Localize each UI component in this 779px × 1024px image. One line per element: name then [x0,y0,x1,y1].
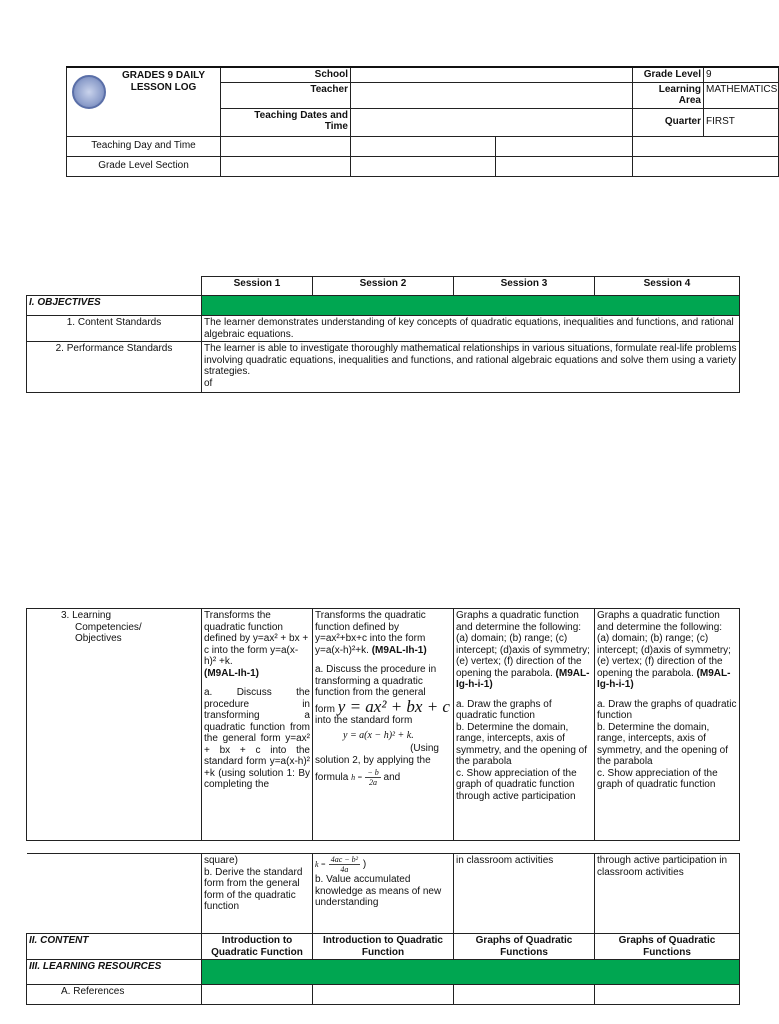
s2-k-num: 4ac − b² [330,855,359,864]
references-s1[interactable] [202,985,313,1005]
content-heading: II. CONTENT [27,934,202,960]
day-time-s1[interactable] [221,136,351,156]
continuation-table [26,853,740,1005]
competencies-s3 [454,609,595,841]
continuation-s3: in classroom activities [454,854,595,934]
teacher-value[interactable] [351,82,633,108]
s2-h-num: − b [367,768,379,777]
references-s4[interactable] [595,985,740,1005]
s2-into-standard: into the standard form [315,715,413,726]
teaching-day-time-label: Teaching Day and Time [67,136,221,156]
s3-item-c: c. Show appreciation of the graph of quadratic function through active participation [456,767,577,802]
s1-intro: Transforms the quadratic function defined by y=ax² + bx + c into the form y=a(x-h)² +k. [204,610,309,667]
s2-h-var: h = [351,773,363,783]
s3-item-b: b. Determine the domain, range, intercepts, axis of symmetry, and the opening of the parabola [456,721,587,767]
section-s3[interactable] [496,156,633,176]
objectives-green-band [202,296,740,316]
competencies-label-line3: Objectives [75,633,122,644]
section-s4[interactable] [633,156,779,176]
s2-formula-word: formula [315,772,349,784]
continuation-label [27,854,202,934]
content-s2: Introduction to Quadratic Function [313,934,454,960]
learning-resources-heading: III. LEARNING RESOURCES [27,960,202,985]
performance-standards-label: 2. Performance Standards [27,342,202,393]
performance-standards-tail: of [204,377,213,389]
s2-using: (Using [410,743,439,754]
s3-intro: Graphs a quadratic function and determine the following: (a) domain; (b) range; (c) intercept; (d)axis of symmetry; (e) vertex; (f) direction of the opening the parabola. [456,610,590,679]
competencies-table [26,608,740,841]
continuation-s2 [313,854,454,934]
continuation-s4: through active participation in classroom activities [595,854,740,934]
s4-item-c: c. Show appreciation of the graph of quadratic function [597,767,718,790]
s3-item-a: a. Draw the graphs of quadratic function [456,698,552,721]
s4-code: (M9AL-Ig-h-i-1) [597,667,731,690]
s1-item-a: a. Discuss the procedure in transforming a quadratic function from the general form y=ax² + bx + c into the standard form y=a(x-h)² +k (using solution 1: By completing the [204,687,310,790]
competencies-label-line2: Competencies/ [75,621,142,633]
s2-close-paren: ) [362,859,367,871]
s2-solution2: solution 2, by applying the [315,754,431,766]
s2-h-fraction [365,768,380,787]
s4-item-b: b. Determine the domain, range, intercepts, axis of symmetry, and the opening of the parabola [597,721,728,767]
teacher-label: Teacher [221,82,351,108]
quarter-value[interactable]: FIRST [704,108,779,136]
teaching-dates-label [221,108,351,136]
session-3-header: Session 3 [454,277,595,296]
day-time-s4[interactable] [633,136,779,156]
s2-k-var: k = [315,860,326,870]
quarter-label: Quarter [633,108,704,136]
performance-standards-cell [202,342,740,393]
continuation-s1: square) b. Derive the standard form from the general form of the quadratic function [202,854,313,934]
s3-code: (M9AL-Ig-h-i-1) [456,667,590,690]
competencies-s4 [595,609,740,841]
competencies-label-line1: 3. Learning [61,610,112,621]
school-value[interactable] [351,67,633,82]
teaching-dates-label-line1: Teaching Dates and [254,109,348,121]
s2-item-a: a. Discuss the procedure in transforming a quadratic function from the general [315,664,437,698]
s1-code: (M9AL-Ih-1) [204,667,259,679]
grade-level-value[interactable]: 9 [704,67,779,82]
session-2-header: Session 2 [313,277,454,296]
references-s2[interactable] [313,985,454,1005]
doc-title-line1: GRADES 9 DAILY [122,70,205,81]
doc-title-line2: LESSON LOG [130,81,197,93]
s2-and: and [383,772,401,784]
s4-item-a: a. Draw the graphs of quadratic function [597,698,737,721]
grade-level-label: Grade Level [633,67,704,82]
content-s3: Graphs of Quadratic Functions [454,934,595,960]
section-s1[interactable] [221,156,351,176]
resources-green-band [202,960,740,985]
section-s2[interactable] [351,156,496,176]
learning-area-label: Learning Area [633,82,704,108]
performance-standards-text: The learner is able to investigate thoroughly mathematical relationships in various situations, formulate real-life problems involving quadratic equations, inequalities and functions, and rational algebraic equations and solve them using a variety strategies. [204,343,737,377]
competencies-s1 [202,609,313,841]
session-1-header: Session 1 [202,277,313,296]
s2-formula-standard: y = a(x − h)² + k. [343,729,414,741]
objectives-table [26,276,740,393]
content-standards-text: The learner demonstrates understanding of key concepts of quadratic equations, inequalities and functions, and rational algebraic equations. [202,316,740,342]
teaching-dates-value[interactable] [351,108,633,136]
day-time-s2[interactable] [351,136,496,156]
s2-k-fraction [329,855,360,874]
content-standards-label: 1. Content Standards [27,316,202,342]
s2-code: (M9AL-Ih-1) [371,644,427,656]
objectives-heading: I. OBJECTIVES [27,296,202,316]
s2-formula-general: y = ax² + bx + c [337,696,450,716]
grade-level-section-label: Grade Level Section [67,156,221,176]
s2-h-den: 2a [369,778,378,787]
competencies-label [27,609,202,841]
content-s4: Graphs of Quadratic Functions [595,934,740,960]
teaching-dates-label-line2: Time [324,121,348,132]
s2-form-word: form [315,703,335,715]
references-label: A. References [27,985,202,1005]
deped-seal-icon [72,75,106,109]
sessions-corner [27,277,202,296]
s2-intro: Transforms the quadratic function defined by y=ax²+bx+c into the form y=a(x-h)²+k. [315,610,426,656]
references-s3[interactable] [454,985,595,1005]
header-title-cell [67,67,221,136]
header-table [66,66,779,177]
school-label: School [221,67,351,82]
day-time-s3[interactable] [496,136,633,156]
session-4-header: Session 4 [595,277,740,296]
content-s1: Introduction to Quadratic Function [202,934,313,960]
learning-area-value[interactable]: MATHEMATICS [704,82,779,108]
s4-intro: Graphs a quadratic function and determine the following: (a) domain; (b) range; (c) intercept; (d)axis of symmetry; (e) vertex; (f) direction of the opening the parabola. [597,610,731,679]
competencies-s2 [313,609,454,841]
s2-k-den: 4a [340,865,349,874]
s2-item-b: b. Value accumulated knowledge as means of new understanding [315,874,442,908]
